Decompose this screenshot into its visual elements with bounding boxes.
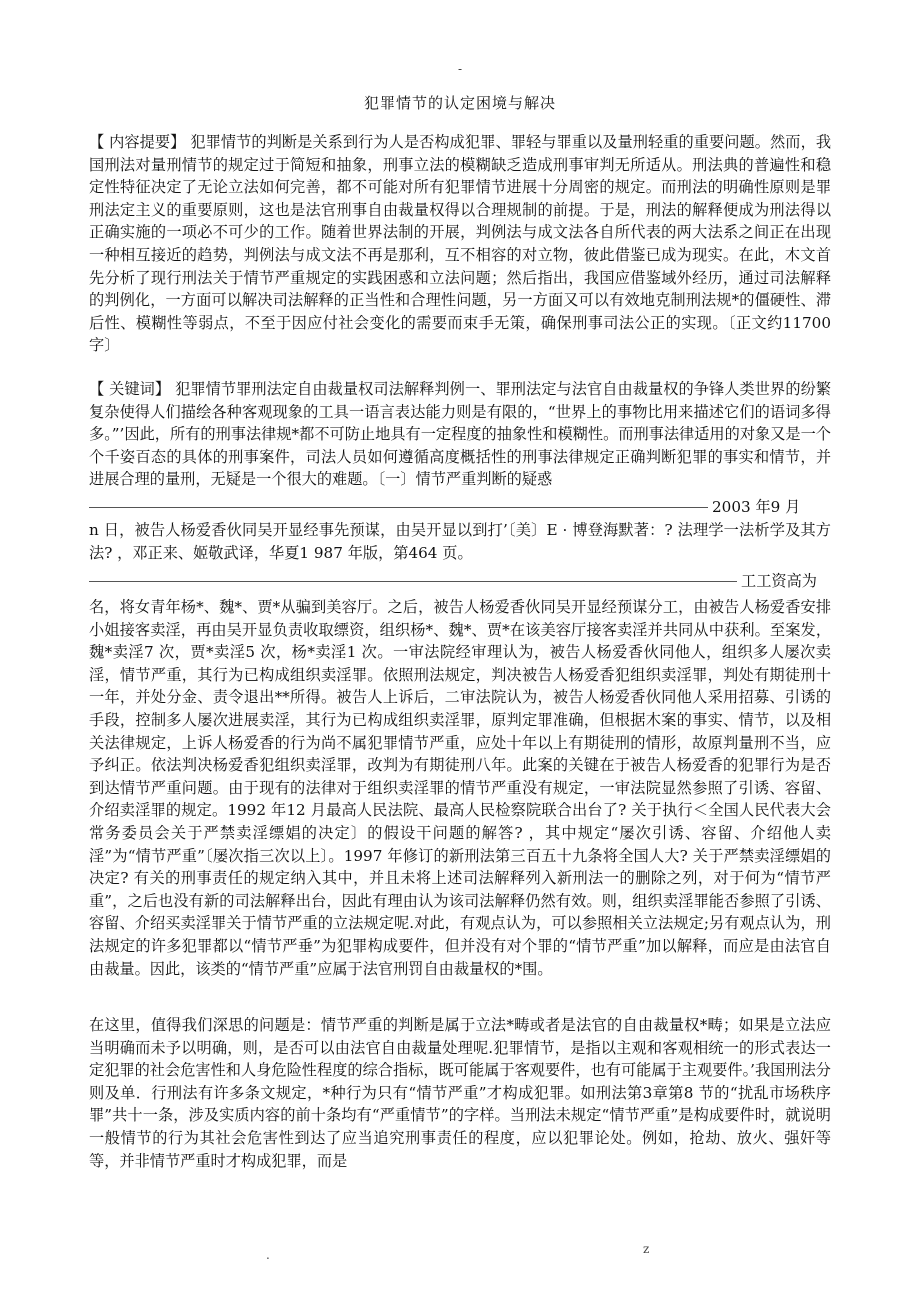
footnote-text: n 日，被告人杨爱香伙同吴开显经事先预谋，由吴开显以到打’〔美〕E · 博登海默著：? 法理学一法析学及其方法? ，邓正来、姬敬武译，华夏1 987 年版，第464 页。 — [89, 521, 831, 562]
page-title: 犯罪情节的认定困境与解决 — [363, 94, 556, 112]
header-mark: - — [457, 62, 463, 76]
footer-left-mark: . — [266, 1248, 270, 1262]
footer-right-mark: z — [643, 1242, 650, 1256]
keywords-label: 【 关键词】 — [89, 380, 171, 398]
second-rule-tail: 工工资高为 — [737, 570, 817, 592]
keywords-text: 犯罪情节罪刑法定自由裁量权司法解释判例一、罪刑法定与法官自由裁量权的争锋人类世界的纷繁复杂使得人们描绘各种客观现象的工具一语言表达能力则是有限的，“世界上的事物比用来描述它们的语词多得多。”’因此，所有的刑事法律规*都不可防止地具有一定程度的抽象性和模糊性。而刑事法律适用的对象又是一个个千姿百态的具体的刑事案件，司法人员如何遵循高度概括性的刑事法律规定正确判断犯罪的事实和情节，并进展合理的量刑，无疑是一个很大的难题。〔一〕情节严重判断的疑惑 — [89, 380, 832, 489]
body-paragraph-2: 在这里，值得我们深思的问题是：情节严重的判断是属于立法*畴或者是法官的自由裁量权*畴；如果是立法应当明确而未予以明确，则，是否可以由法官自由裁量处理呢.犯罪情节，是指以主观和客观相统一的形式表达一定犯罪的社会危害性和人身危险性程度的综合指标，既可能属于客观要件，也有可能属于主观要件。’我国刑法分则及单．行刑法有许多条文规定，*种行为只有“情节严重”才构成犯罪。如刑法第3章第8 节的“扰乱市场秩序罪”共十一条，涉及实质内容的前十条均有“严重情节”的字样。当刑法未规定“情节严重”是构成要件时，就说明一般情节的行为其社会危害性到达了应当追究刑事责任的程度，应以犯罪论处。例如，抢劫、放火、强奸等等，并非情节严重时才构成犯罪，而是 — [89, 1016, 831, 1170]
footnote-rule-tail: 2003 年9 月 — [708, 496, 800, 518]
second-separator — [89, 581, 739, 582]
footnote-separator — [89, 507, 709, 508]
abstract-label: 【 内容提要】 — [89, 133, 186, 151]
abstract-text: 犯罪情节的判断是关系到行为人是否构成犯罪、罪轻与罪重以及量刑轻重的重要问题。然而，我国刑法对量刑情节的规定过于简短和抽象，刑事立法的模糊缺乏造成刑事审判无所适从。刑法典的普遍性和稳定性特征决定了无论立法如何完善，都不可能对所有犯罪情节进展十分周密的规定。而刑法的明确性原则是罪刑法定主义的重要原则，这也是法官刑事自由裁量权得以合理规制的前提。于是，刑法的解释便成为刑法得以正确实施的一项必不可少的工作。随着世界法制的开展，判例法与成文法各自所代表的两大法系之间正在出现一种相互接近的趋势，判例法与成文法不再是那利，互不相容的对立物，彼此借鉴已成为现实。在此，木文首先分析了现行刑法关于情节严重规定的实践困惑和立法问题；然后指出，我国应借鉴域外经历，通过司法解释的判例化，一方面可以解决司法解释的正当性和合理性问题，另一方面又可以有效地克制刑法规*的僵硬性、滞后性、模糊性等弱点，不至于因应付社会变化的需要而束手无策，确保刑事司法公正的实现。〔正文约11700 字〕 — [89, 133, 832, 355]
body-paragraph-1: 名，将女青年杨*、魏*、贾*从骗到美容厅。之后，被告人杨爱香伙同吴开显经预谋分工，由被告人杨爱香安排小姐接客卖淫，再由吴开显负责收取缥资，组织杨*、魏*、贾*在该美容厅接客卖淫并共同从中获利。至案发，魏*卖淫7 次，贾*卖淫5 次，杨*卖淫1 次。一审法院经审理认为，被告人杨爱香伙同他人，组织多人屡次卖淫，情节严重，其行为已构成组织卖淫罪。依照刑法规定，判决被告人杨爱香犯组织卖淫罪，判处有期徒刑十一年，并处分金、责令退出**所得。被告人上诉后，二审法院认为，被告人杨爱香伙同他人采用招募、引诱的手段，控制多人屡次进展卖淫，其行为已构成组织卖淫罪，原判定罪准确，但根据木案的事实、情节，以及相关法律规定，上诉人杨爱香的行为尚不属犯罪情节严重，应处十年以上有期徒刑的情形，故原判量刑不当，应予纠正。依法判决杨爱香犯组织卖淫罪，改判为有期徒刑八年。此案的关键在于被告人杨爱香的犯罪行为是否到达情节严重问题。由于现有的法律对于组织卖淫罪的情节严重没有规定，一审法院显然参照了引诱、容留、介绍卖淫罪的规定。1992 年12 月最高人民法院、最高人民检察院联合出台了? 关于执行＜全国人民代表大会常务委员会关于严禁卖淫缥娼的决定〕的假设干问题的解答? ，其中规定“屡次引诱、容留、介绍他人卖淫”为“情节严重”〔屡次指三次以上〕。1997 年修订的新刑法第三百五十九条将全国人大? 关于严禁卖淫缥娼的决定? 有关的刑事责任的规定纳入其中，并且未将上述司法解释列入新刑法一的删除之列，对于何为“情节严重”，之后也没有新的司法解释出台，因此有理由认为该司法解释仍然有效。则，组织卖淫罪能否参照了引诱、容留、介绍买卖淫罪关于情节严重的立法规定呢.对此，有观点认为，可以参照相关立法规定;另有观点认为，刑法规定的许多犯罪都以“情节严垂”为犯罪构成要件，但并没有对个罪的“情节严重”加以解释，而应是由法官自由裁量。因此，该类的“情节严重”应属于法官刑罚自由裁量权的*围。 — [89, 598, 831, 978]
abstract-paragraph — [89, 131, 831, 357]
keywords-paragraph — [89, 378, 831, 491]
